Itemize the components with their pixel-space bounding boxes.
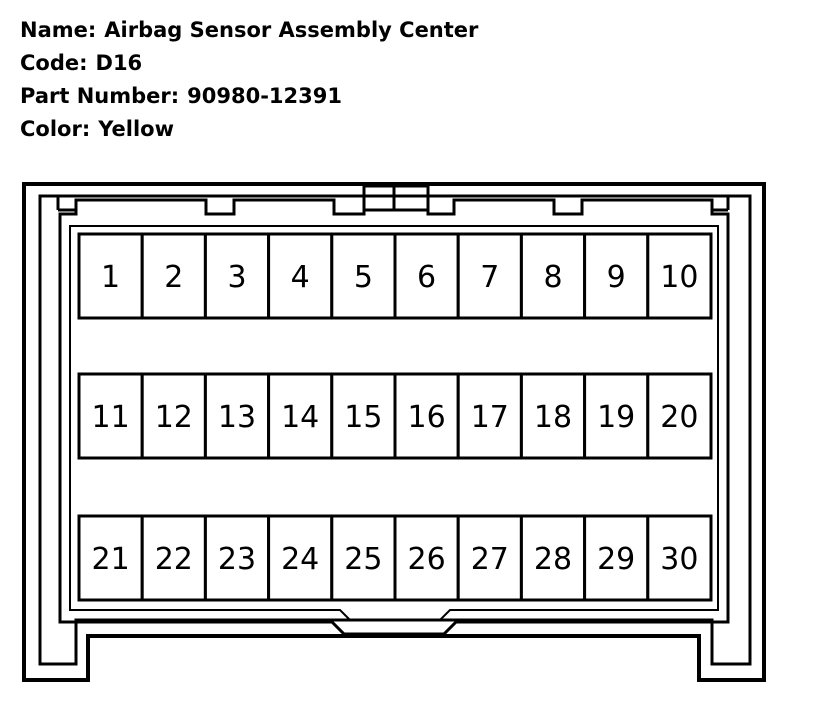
code-label: Code:: [20, 51, 88, 75]
pin-label-16: 16: [407, 400, 446, 435]
pin-label-21: 21: [91, 542, 130, 577]
pin-label-3: 3: [227, 260, 247, 295]
pin-label-14: 14: [281, 400, 320, 435]
pin-label-22: 22: [154, 542, 193, 577]
pin-label-2: 2: [164, 260, 184, 295]
connector-lock-tab: [364, 186, 428, 210]
pin-label-1: 1: [101, 260, 121, 295]
pin-label-17: 17: [470, 400, 509, 435]
pin-label-20: 20: [660, 400, 699, 435]
color-label: Color:: [20, 117, 91, 141]
pin-label-4: 4: [290, 260, 310, 295]
pin-label-10: 10: [660, 260, 699, 295]
pin-label-15: 15: [344, 400, 383, 435]
pin-label-11: 11: [91, 400, 130, 435]
pin-label-7: 7: [480, 260, 500, 295]
name-value: Airbag Sensor Assembly Center: [104, 18, 479, 42]
pin-label-27: 27: [470, 542, 509, 577]
pin-label-12: 12: [154, 400, 193, 435]
code-value: D16: [95, 51, 143, 75]
part-number-value: 90980-12391: [187, 84, 342, 108]
pin-label-29: 29: [597, 542, 636, 577]
color-value: Yellow: [98, 117, 174, 141]
pin-label-30: 30: [660, 542, 699, 577]
pin-label-9: 9: [606, 260, 626, 295]
pin-label-26: 26: [407, 542, 446, 577]
part-number-label: Part Number:: [20, 84, 180, 108]
pin-label-24: 24: [281, 542, 320, 577]
pin-label-23: 23: [217, 542, 257, 577]
pin-label-5: 5: [353, 260, 373, 295]
pin-label-19: 19: [597, 400, 636, 435]
name-label: Name:: [20, 18, 97, 42]
pin-label-18: 18: [533, 400, 573, 435]
pin-label-25: 25: [344, 542, 383, 577]
pin-label-8: 8: [543, 260, 563, 295]
pin-label-28: 28: [533, 542, 573, 577]
pin-label-6: 6: [417, 260, 437, 295]
pin-label-13: 13: [217, 400, 257, 435]
